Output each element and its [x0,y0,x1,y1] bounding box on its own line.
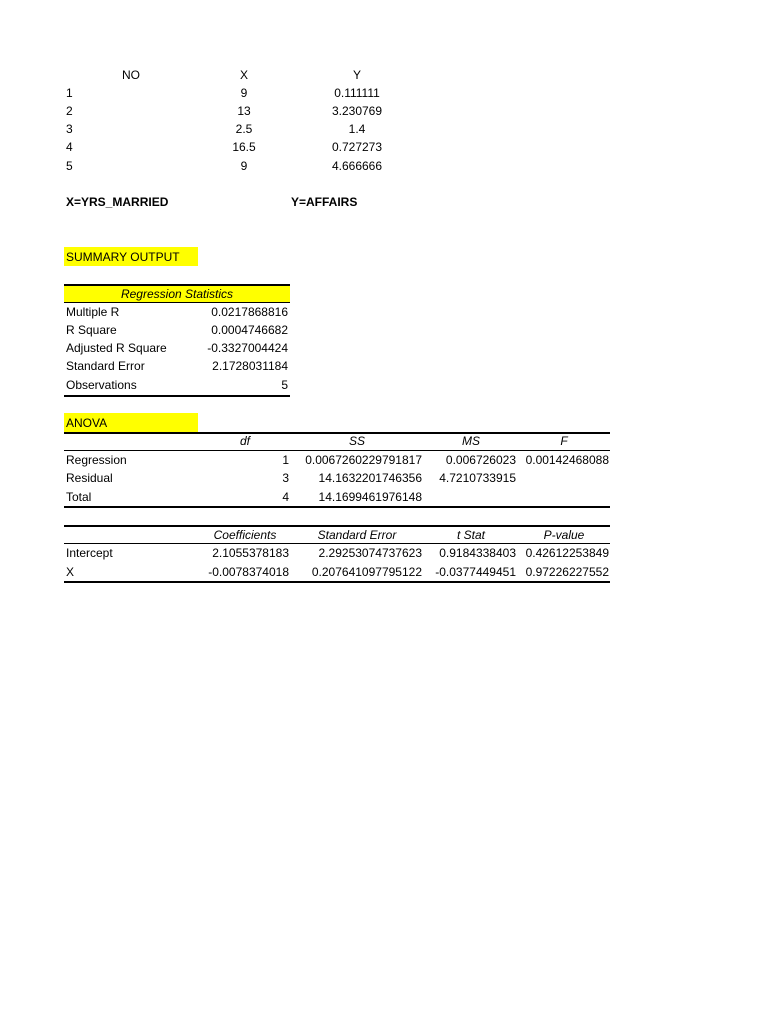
coef-row-intercept-p-value: 0.42612253849 [525,546,609,560]
header-x: X [239,68,248,82]
reg-stats-title: Regression Statistics [120,287,234,301]
anova-row-regression-ms: 0.006726023 [445,453,516,467]
coef-header-border [64,543,610,544]
anova-row-regression-ss: 0.0067260229791817 [305,453,422,467]
reg-label-3: Adjusted R Square [66,341,167,355]
reg-value-3: -0.3327004424 [207,341,288,355]
row-4-no: 4 [66,140,73,154]
reg-label-2: R Square [66,323,117,337]
anova-header-f: F [560,434,568,448]
row-3-no: 3 [66,122,73,136]
row-2-y: 3.230769 [331,104,383,118]
summary-title: SUMMARY OUTPUT [66,250,180,264]
header-y: Y [352,68,361,82]
reg-label-1: Multiple R [66,305,120,319]
anova-row-total-ss: 14.1699461976148 [318,490,422,504]
anova-row-residual-label: Residual [66,471,113,485]
coef-row-x-std-error: 0.207641097795122 [311,565,422,579]
row-3-y: 1.4 [348,122,366,136]
coef-header-coefficients: Coefficients [213,528,277,542]
coef-bottom-border [64,581,610,583]
row-4-y: 0.727273 [331,140,383,154]
header-no: NO [122,68,140,82]
row-4-x: 16.5 [232,140,256,154]
reg-header-border [64,302,290,303]
anova-row-residual-df: 3 [282,471,289,485]
row-5-y: 4.666666 [331,159,383,173]
anova-row-regression-label: Regression [66,453,127,467]
anova-header-ss: SS [348,434,365,448]
row-3-x: 2.5 [235,122,253,136]
anova-row-regression-df: 1 [282,453,289,467]
anova-header-border [64,450,610,451]
coef-header-standard-error: Standard Error [317,528,397,542]
coef-header-t-stat: t Stat [456,528,485,542]
row-1-x: 9 [240,86,248,100]
x-definition: X=YRS_MARRIED [66,195,169,209]
row-5-x: 9 [240,159,248,173]
anova-row-total-label: Total [66,490,92,504]
reg-label-5: Observations [66,378,137,392]
row-2-no: 2 [66,104,73,118]
coef-top-border [64,525,610,527]
anova-row-total-df: 4 [282,490,289,504]
anova-bottom-border [64,506,610,508]
row-2-x: 13 [237,104,251,118]
coef-row-intercept-std-error: 2.29253074737623 [318,546,422,560]
coef-header-p-value: P-value [543,528,585,542]
y-definition: Y=AFFAIRS [291,195,358,209]
coef-row-intercept-coefficient: 2.1055378183 [212,546,289,560]
coef-row-x-coefficient: -0.0078374018 [208,565,289,579]
reg-value-1: 0.0217868816 [211,305,288,319]
coef-row-intercept-t-stat: 0.9184338403 [439,546,516,560]
coef-row-x-t-stat: -0.0377449451 [435,565,516,579]
anova-row-residual-ss: 14.1632201746356 [318,471,422,485]
coef-row-x-p-value: 0.97226227552 [525,565,609,579]
anova-title: ANOVA [66,416,108,430]
reg-value-4: 2.1728031184 [212,359,288,373]
row-1-no: 1 [66,86,73,100]
reg-bottom-border [64,395,290,397]
coef-row-x-label: X [66,565,75,579]
anova-header-ms: MS [462,434,480,448]
row-1-y: 0.111111 [334,86,380,100]
anova-row-residual-ms: 4.7210733915 [439,471,516,485]
anova-row-regression-f: 0.00142468088 [525,453,609,467]
reg-value-5: 5 [281,378,288,392]
row-5-no: 5 [66,159,73,173]
reg-label-4: Standard Error [66,359,145,373]
anova-header-df: df [239,434,250,448]
reg-value-2: 0.0004746682 [211,323,288,337]
coef-row-intercept-label: Intercept [66,546,113,560]
